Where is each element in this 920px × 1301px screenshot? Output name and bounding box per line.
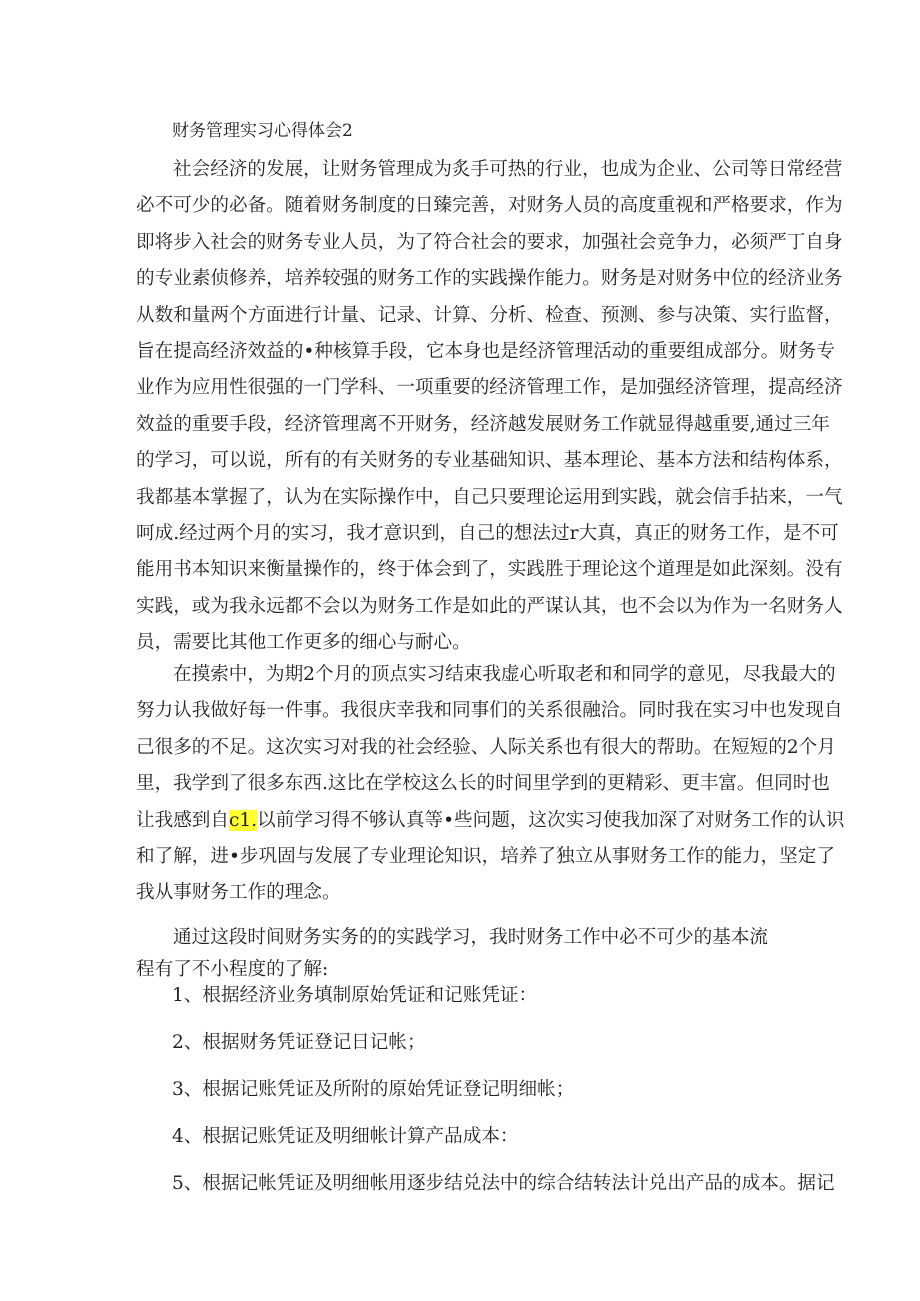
- text-fragment: 让我感到自: [136, 809, 229, 831]
- text-line: 呵成.经过两个月的实习，我才意识到，自己的想法过r大真，真正的财务工作，是不可: [136, 522, 839, 544]
- paragraph-1: [136, 152, 843, 661]
- text-line: 我都基本掌握了，认为在实际操作中，自己只要理论运用到实践，就会信手拈来，一气: [136, 486, 843, 508]
- text-line: 社会经济的发展，让财务管理成为炙手可热的行业，也成为企业、公司等日常经营: [173, 159, 843, 180]
- list-item: 3、根据记账凭证及所附的原始凭证登记明细帐；: [172, 1079, 575, 1100]
- text-line: 的学习，可以说，所有的有关财务的专业基础知识、基本理论、基本方法和结构体系，: [136, 450, 843, 472]
- text-line: 和了解，进•步巩固与发展了专业理论知识，培养了独立从事财务工作的能力，坚定了: [136, 845, 835, 867]
- text-line: 旨在提高经济效益的•种核算手段，它本身也是经济管理活动的重要组成部分。财务专: [136, 340, 835, 362]
- text-fragment: 以前学习得不够认真等•些问题，这次实习使我加深了对财务工作的认识: [257, 809, 845, 831]
- text-line: 能用书本知识来衡量操作的，终于体会到了，实践胜于理论这个道理是如此深刻。没有: [136, 559, 843, 581]
- text-line: 己很多的不足。这次实习对我的社会经验、人际关系也有很大的帮助。在短短的2个月: [136, 736, 836, 758]
- text-line: 我从事财务工作的理念。: [136, 882, 341, 904]
- list-item: 2、根据财务凭证登记日记帐；: [172, 1032, 426, 1053]
- text-line: 实践，或为我永远都不会以为财务工作是如此的严谋认其，也不会以为作为一名财务人: [136, 595, 843, 617]
- text-line: 在摸索中，为期2个月的顶点实习结束我虚心听取老和和同学的意见，尽我最大的: [173, 664, 836, 685]
- text-line: 通过这段时间财务实务的的实践学习，我时财务工作中必不可少的基本流: [173, 927, 769, 948]
- text-line: [136, 803, 845, 839]
- list-item: 5、根据记帐凭证及明细帐用逐步结兑法中的综合结转法计兑出产品的成本。据记: [172, 1173, 835, 1194]
- text-line: 努力认我做好每一件事。我很庆幸我和同事们的关系很融洽。同时我在实习中也发现自: [136, 700, 843, 722]
- text-line: 里，我学到了很多东西.这比在学校这么长的时间里学到的更精彩、更丰富。但同时也: [136, 773, 830, 795]
- list-item: 1、根据经济业务填制原始凭证和记账凭证：: [172, 985, 538, 1006]
- text-line: 程有了不小程度的了解:: [136, 959, 329, 980]
- text-line: 业作为应用性很强的一门学科、一项重要的经济管理工作，是加强经济管理，提高经济: [136, 377, 843, 399]
- document-title: 财务管理实习心得体会2: [172, 121, 353, 141]
- text-line: 效益的重要手段，经济管理离不开财务，经济越发展财务工作就显得越重要,通过三年: [136, 413, 830, 435]
- list-item: 4、根据记账凭证及明细帐计算产品成本：: [172, 1126, 519, 1147]
- text-line: 从数和量两个方面进行计量、记录、计算、分析、检查、预测、参与决策、实行监督，: [136, 304, 843, 326]
- text-line: 员，需要比其他工作更多的细心与耐心。: [136, 632, 471, 654]
- text-line: 的专业素侦修养，培养较强的财务工作的实践操作能力。财务是对财务中位的经济业务: [136, 268, 843, 290]
- paragraph-2: [136, 657, 845, 912]
- text-line: 必不可少的必备。随着财务制度的日臻完善，对财务人员的高度重视和严格要求，作为: [136, 195, 843, 217]
- steps-list: [172, 972, 835, 1207]
- text-line: 即将步入社会的财务专业人员，为了符合社会的要求，加强社会竞争力，必须严丁自身: [136, 231, 843, 253]
- highlighted-text: c1.: [228, 809, 258, 831]
